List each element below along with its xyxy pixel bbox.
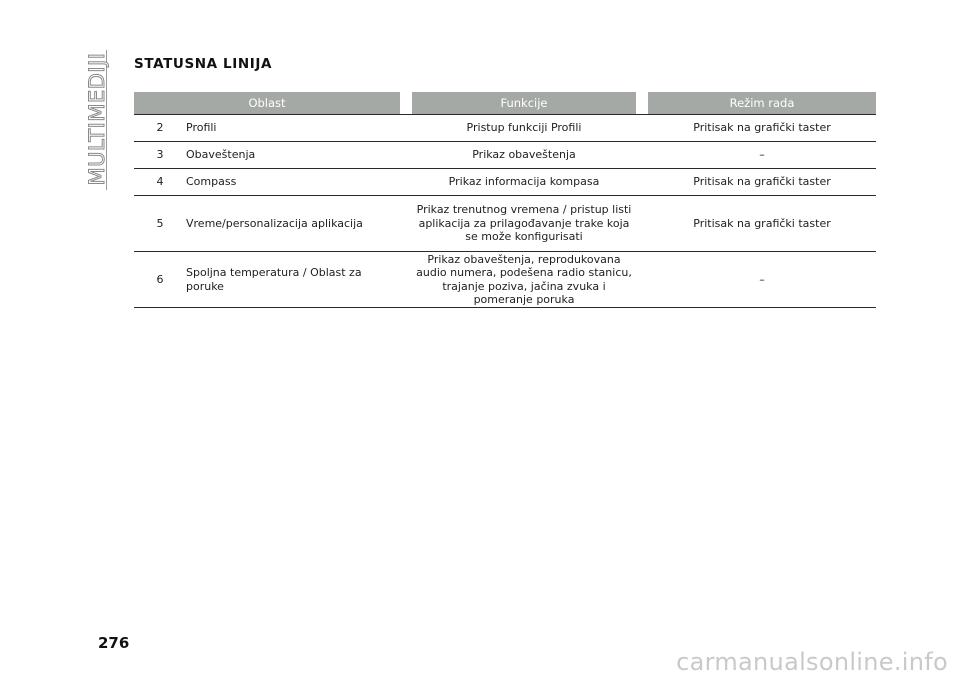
row-mode: –	[759, 148, 765, 162]
table-row	[134, 195, 876, 251]
table-header	[134, 92, 876, 114]
status-bar-table	[134, 92, 876, 308]
row-function: Prikaz obaveštenja	[472, 148, 576, 162]
row-function: Prikaz trenutnog vremena / pristup listi aplikacija za prilagođavanje trake koja se može konfigurisati	[416, 203, 632, 244]
page-number: 276	[98, 634, 130, 652]
row-mode: Pritisak na grafički taster	[693, 175, 831, 189]
row-number: 3	[156, 148, 164, 162]
table-row	[134, 141, 876, 168]
row-area: Vreme/personalizacija aplikacija	[186, 216, 363, 230]
table-row	[134, 114, 876, 141]
row-function: Pristup funkciji Profili	[466, 121, 582, 135]
row-number: 4	[156, 175, 164, 189]
table-row	[134, 251, 876, 308]
header-mode: Režim rada	[648, 92, 876, 114]
row-function: Prikaz obaveštenja, reprodukovana audio numera, podešena radio stanicu, trajanje poziva, jačina zvuka i pomeranje poruka	[416, 252, 632, 306]
section-title: STATUSNA LINIJA	[134, 56, 273, 72]
row-number: 5	[156, 216, 164, 230]
row-area: Compass	[186, 175, 237, 189]
row-number: 6	[156, 272, 164, 286]
header-area: Oblast	[134, 92, 400, 114]
row-area: Obaveštenja	[186, 148, 256, 162]
row-area: Spoljna temperatura / Oblast za poruke	[186, 266, 362, 293]
site-watermark: carmanualsonline.info	[676, 648, 948, 676]
row-area: Profili	[186, 121, 217, 135]
table-row	[134, 168, 876, 195]
row-function: Prikaz informacija kompasa	[448, 175, 600, 189]
chapter-tab	[86, 50, 108, 190]
row-number: 2	[156, 121, 164, 135]
header-functions: Funkcije	[412, 92, 636, 114]
chapter-label: MULTIMEDIJI	[85, 52, 109, 186]
row-mode: Pritisak na grafički taster	[693, 216, 831, 230]
row-mode: –	[759, 272, 765, 286]
row-mode: Pritisak na grafički taster	[693, 121, 831, 135]
